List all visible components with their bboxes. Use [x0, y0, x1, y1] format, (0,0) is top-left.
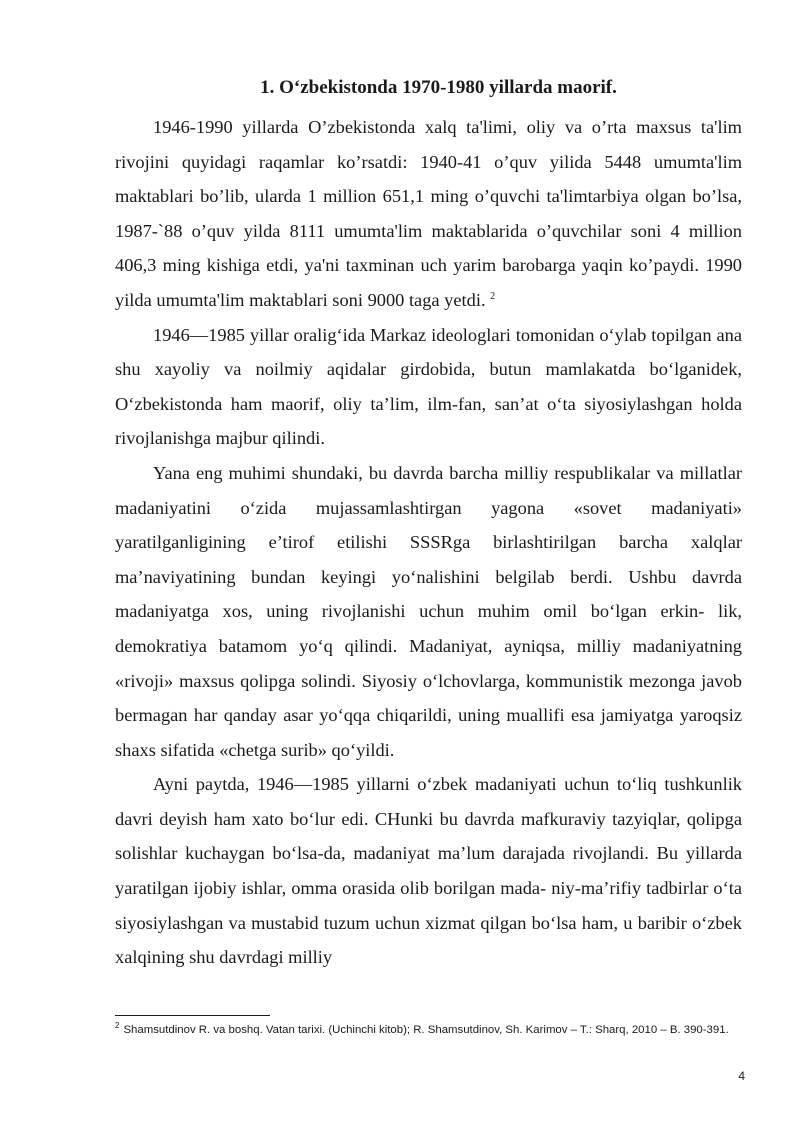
footnote-text: Shamsutdinov R. va boshq. Vatan tarixi. (Uchinchi kitob); R. Shamsutdinov, Sh. Karimov – T.: Sharq, 2010 – B. 390-391. [123, 1024, 729, 1036]
footnote-reference[interactable]: 2 [490, 290, 496, 302]
paragraph-text: 1946-1990 yillarda O’zbekistonda xalq ta'limi, oliy va o’rta maxsus ta'lim rivojini quyidagi raqamlar ko’rsatdi: 1940-41 o’quv yilida 5448 umumta'lim maktablari bo’lib, ularda 1 million 651,1 ming o’quvchi ta'limtarbiya olgan bo’lsa, 1987-`88 o’quv yilda 8111 umumta'lim maktablarida o’quvchilar soni 4 million 406,3 ming kishiga etdi, ya'ni taxminan uch yarim barobarga yaqin ko’paydi. 1990 yilda umumta'lim maktablari soni 9000 taga yetdi. [115, 117, 742, 310]
paragraph [115, 110, 742, 318]
page-number: 4 [738, 1069, 745, 1083]
body-text [115, 110, 742, 975]
paragraph [115, 767, 742, 975]
footnote-separator [115, 1015, 270, 1016]
footnote [115, 1021, 735, 1040]
paragraph [115, 456, 742, 767]
section-heading: 1. O‘zbekistonda 1970-1980 yillarda maorif. [260, 77, 617, 98]
paragraph-text: 1946—1985 yillar oralig‘ida Markaz ideologlari tomonidan o‘ylab topilgan ana shu xayoliy va noilmiy aqidalar girdobida, butun mamlakatda bo‘lganidek, O‘zbekistonda ham maorif, oliy ta’lim, ilm-fan, san’at o‘ta siyosiylashgan holda rivojlanishga majbur qilindi. [115, 324, 742, 449]
footnote-number: 2 [115, 1021, 120, 1030]
paragraph [115, 318, 742, 456]
paragraph-text: Yana eng muhimi shundaki, bu davrda barcha milliy respublikalar va millatlar madaniyatini o‘zida mujassamlashtirgan yagona «sovet madaniyati» yaratilganligining e’tirof etilishi SSSRga birlashtirilgan barcha xalqlar ma’naviyatining bundan keyingi yo‘nalishini belgilab berdi. Ushbu davrda madaniyatga xos, uning rivojlanishi uchun muhim omil bo‘lgan erkin- lik, demokratiya batamom yo‘q qilindi. Madaniyat, ayniqsa, milliy madaniyatning «rivoji» maxsus qolipga solindi. Siyosiy o‘lchovlarga, kommunistik mezonga javob bermagan har qanday asar yo‘qqa chiqarildi, uning muallifi esa jamiyatga yaroqsiz shaxs sifatida «chetga surib» qo‘yildi. [115, 462, 742, 760]
paragraph-text: Ayni paytda, 1946—1985 yillarni o‘zbek madaniyati uchun to‘liq tushkunlik davri deyish ham xato bo‘lur edi. CHunki bu davrda mafkuraviy tazyiqlar, qolipga solishlar kuchaygan bo‘lsa-da, madaniyat ma’lum darajada rivojlandi. Bu yillarda yaratilgan ijobiy ishlar, omma orasida olib borilgan mada- niy-ma’rifiy tadbirlar o‘ta siyosiylashgan va mustabid tuzum uchun xizmat qilgan bo‘lsa ham, u baribir o‘zbek xalqining shu davrdagi milliy [115, 774, 742, 968]
